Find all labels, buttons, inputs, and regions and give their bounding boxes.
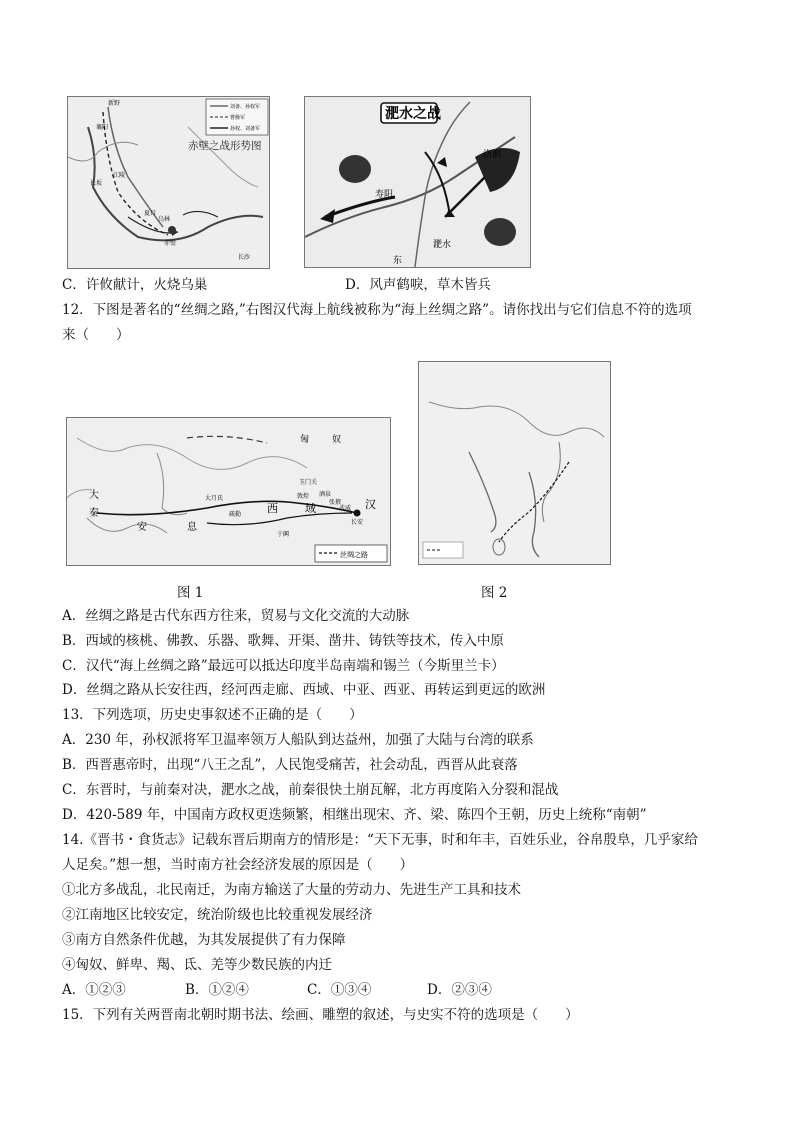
fig1-label-8: 域: [305, 502, 316, 515]
q14-option-d: D．②③④: [427, 982, 492, 998]
fig1-label-6: 息: [187, 522, 197, 533]
q13-option-a: A．230 年，孙权派将军卫温率领万人船队到达益州，加强了大陆与台湾的联系: [62, 732, 534, 748]
feishui-map-title: 淝水之战: [385, 106, 441, 122]
q13-option-d: D．420-589 年，中国南方政权更迭频繁，相继出现宋、齐、梁、陈四个王朝，历史上统称“南朝”: [62, 807, 647, 823]
q12-option-d: D．丝绸之路从长安往西，经河西走廊、西域、中亚、西亚、再转运到更远的欧洲: [62, 682, 546, 698]
q14-statement-1: ①北方多战乱，北民南迁，为南方输送了大量的劳动力、先进生产工具和技术: [62, 882, 521, 898]
fig1-label-10: 长安: [351, 519, 364, 526]
chibi-map-graphic: [68, 97, 269, 268]
maritime-map-graphic: [419, 362, 610, 564]
q12-option-c: C．汉代“海上丝绸之路”最远可以抵达印度半岛南端和锡兰（今斯里兰卡）: [62, 658, 505, 674]
chibi-place-4: 长坂: [90, 180, 103, 187]
q14-option-c: C．①③④: [307, 982, 372, 998]
fig1-label-4: 秦: [89, 508, 99, 519]
chibi-place-2: 襄阳: [96, 124, 109, 131]
chibi-place-6: 夏口: [144, 210, 157, 217]
chibi-map-title: 赤壁之战形势图: [188, 140, 262, 152]
figure2-caption: 图 2: [481, 585, 508, 601]
q13-option-b: B．西晋惠帝时，出现“八王之乱”，人民饱受痛苦，社会动乱，西晋从此衰落: [62, 757, 518, 773]
chibi-place-8: 长沙: [238, 254, 251, 261]
feishui-place-4: 东: [393, 256, 403, 266]
q14-option-a: A．①②③: [62, 982, 126, 998]
feishui-place-2: 洛涧: [483, 150, 502, 160]
fig1-label-11: 大月氏: [205, 495, 224, 502]
feishui-place-3: 淝水: [433, 240, 452, 250]
q11-option-d: D．风声鹤唳，草木皆兵: [345, 277, 491, 293]
chibi-legend-2: 曹操军: [230, 115, 246, 121]
q12-stem-line2: 来（ ）: [62, 327, 130, 343]
chibi-battle-map: [67, 96, 270, 269]
chibi-legend-3: 孙权、刘备军: [230, 126, 261, 132]
fig1-label-16: 武威: [339, 505, 352, 512]
q14-stem-line2: 人足矣。”想一想，当时南方社会经济发展的原因是（ ）: [62, 857, 414, 873]
silk-road-map-graphic: [67, 418, 390, 565]
fig1-label-7: 西: [267, 502, 278, 515]
fig1-label-15: 张掖: [329, 499, 342, 506]
fig1-label-5: 安: [137, 522, 147, 533]
q14-option-b: B．①②④: [185, 982, 249, 998]
chibi-place-1: 新野: [108, 100, 121, 107]
fig1-label-17: 于阗: [277, 531, 290, 538]
chibi-legend-1: 刘备、孙权军: [230, 104, 261, 110]
q14-statement-2: ②江南地区比较安定，统治阶级也比较重视发展经济: [62, 907, 373, 923]
fig1-label-18: 疏勒: [229, 511, 242, 518]
fig1-label-3: 大: [89, 490, 99, 501]
q13-stem: 13．下列选项，历史史事叙述不正确的是（ ）: [62, 707, 363, 723]
q14-statement-4: ④匈奴、鲜卑、羯、氐、羌等少数民族的内迁: [62, 957, 332, 973]
feishui-map-graphic: [305, 97, 530, 267]
silk-road-map: [66, 417, 391, 566]
figure1-caption: 图 1: [177, 585, 204, 601]
q14-stem-line1: 14.《晋书・食货志》记载东晋后期南方的情形是：“天下无事，时和年丰，百姓乐业，谷帛殷阜，几乎家给: [62, 832, 698, 848]
q12-option-a: A．丝绸之路是古代东西方往来，贸易与文化交流的大动脉: [62, 608, 410, 624]
q13-option-c: C．东晋时，与前秦对决，淝水之战，前秦很快土崩瓦解，北方再度陷入分裂和混战: [62, 782, 559, 798]
fig1-label-13: 敦煌: [297, 493, 310, 500]
q12-option-b: B．西域的核桃、佛教、乐器、歌舞、开渠、凿井、铸铁等技术，传入中原: [62, 633, 504, 649]
chibi-place-7: 赤壁: [164, 240, 177, 247]
silk-legend-label: 丝绸之路: [340, 551, 368, 559]
fig1-label-12: 玉门关: [299, 479, 318, 486]
q12-stem-line1: 12．下图是著名的“丝绸之路,”右图汉代海上航线被称为“海上丝绸之路”。请你找出与它们信息不符的选项: [62, 302, 692, 318]
fig1-label-2: 奴: [332, 435, 342, 445]
q11-option-c: C．许攸献计，火烧乌巢: [62, 277, 208, 293]
fig1-label-14: 酒泉: [319, 491, 332, 498]
q14-statement-3: ③南方自然条件优越，为其发展提供了有力保障: [62, 932, 346, 948]
maritime-silk-road-map: [418, 361, 611, 565]
feishui-battle-map: [304, 96, 531, 268]
fig1-label-9: 汉: [365, 498, 376, 511]
chibi-place-3: 江陵: [113, 172, 126, 179]
fig1-label-1: 匈: [300, 435, 310, 445]
q15-stem: 15．下列有关两晋南北朝时期书法、绘画、雕塑的叙述，与史实不符的选项是（ ）: [62, 1007, 579, 1023]
feishui-place-1: 寿阳: [375, 190, 394, 200]
chibi-place-5: 乌林: [158, 216, 171, 223]
